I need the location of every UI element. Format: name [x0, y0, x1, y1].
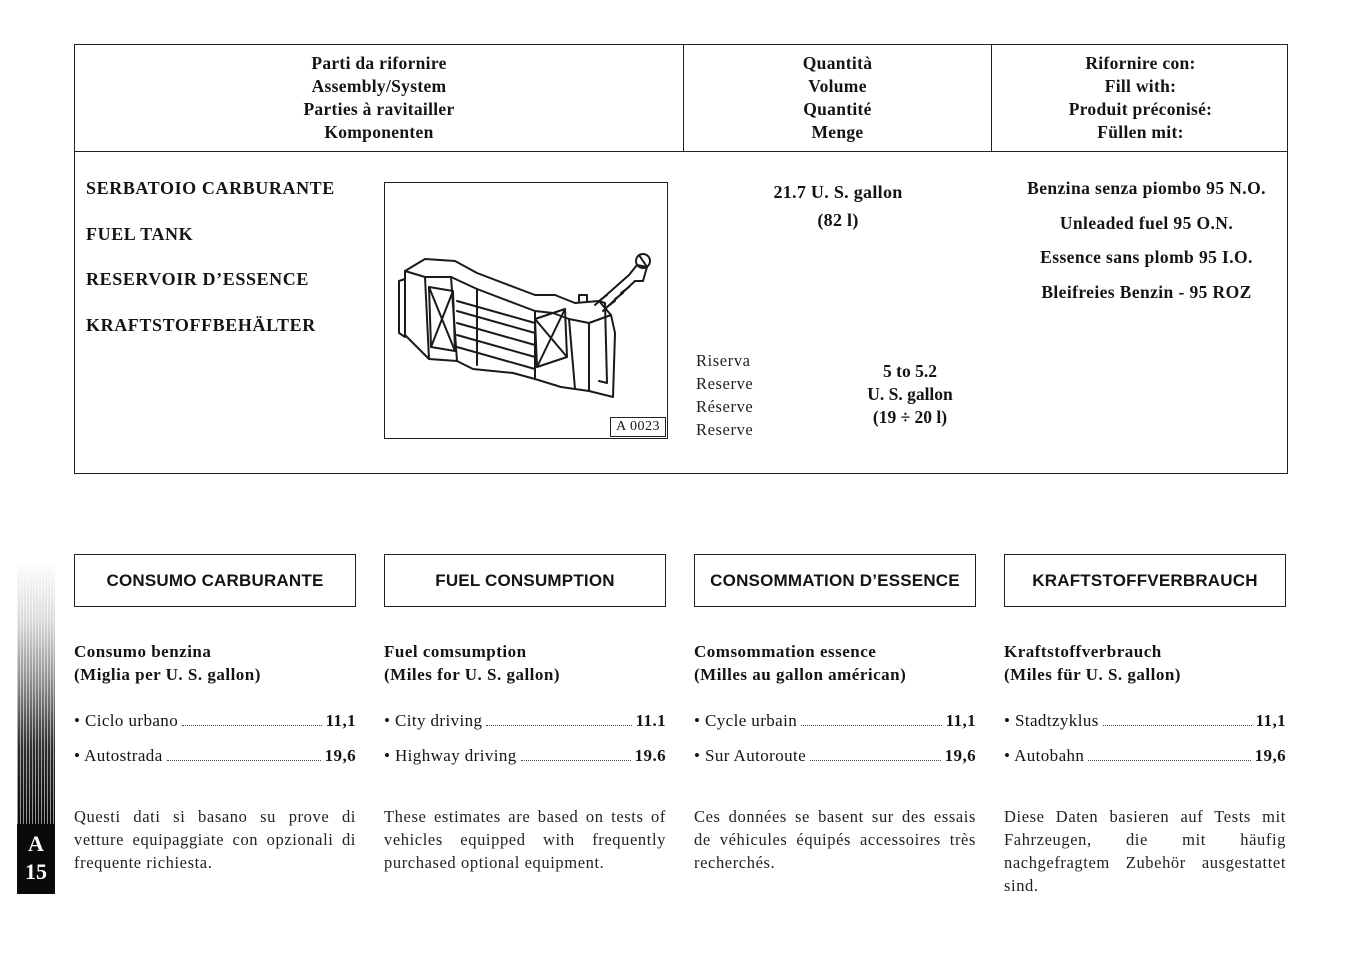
dot-leader	[521, 760, 631, 761]
dot-leader	[801, 725, 941, 726]
assembly-name-en: FUEL TANK	[86, 223, 194, 244]
consumption-title-box: KRAFTSTOFFVERBRAUCH	[1004, 554, 1286, 607]
consumption-subtitle-line: Consumo benzina	[74, 642, 212, 661]
consumption-item-urban	[694, 711, 976, 746]
consumption-note: Diese Daten basieren auf Tests mit Fahrzeugen, die mit häufig nachgefragtem Zubehör ausgestattet sind.	[1004, 807, 1286, 895]
fuel-type-de: Bleifreies Benzin - 95 ROZ	[1041, 281, 1252, 302]
page-section-letter: A	[28, 831, 44, 856]
header-parts-de: Komponenten	[324, 122, 434, 142]
header-fill-it: Rifornire con:	[1085, 53, 1196, 73]
item-value: 19,6	[324, 745, 356, 765]
fuel-tank-icon	[385, 183, 667, 438]
assembly-name-de: KRAFTSTOFFBEHÄLTER	[86, 314, 316, 335]
header-parts-it: Parti da rifornire	[311, 53, 447, 73]
header-quantity-de: Menge	[811, 122, 864, 142]
consumption-title-box: CONSOMMATION D’ESSENCE	[694, 554, 976, 607]
header-quantity-en: Volume	[808, 76, 867, 96]
header-parts-fr: Parties à ravitailler	[303, 99, 455, 119]
consumption-column-fr	[694, 554, 976, 874]
item-label: • Highway driving	[384, 745, 517, 765]
consumption-subtitle	[1004, 640, 1286, 686]
header-parts-en: Assembly/System	[311, 76, 447, 96]
consumption-note: Questi dati si basano su prove di vetture equipaggiate con opzionali di frequente richiesta.	[74, 807, 356, 872]
consumption-subtitle-unit: (Miglia per U. S. gallon)	[74, 665, 261, 684]
reserve-labels	[696, 349, 753, 441]
assembly-name-it: SERBATOIO CARBURANTE	[86, 178, 335, 198]
reserve-unit: U. S. gallon	[867, 384, 953, 404]
consumption-item-urban	[1004, 711, 1286, 746]
item-value: 19,6	[1254, 745, 1286, 765]
item-label: • Autostrada	[74, 745, 163, 765]
dot-leader	[167, 760, 321, 761]
header-fill-fr: Produit préconisé:	[1068, 99, 1213, 119]
consumption-items	[1004, 711, 1286, 780]
item-value: 11,1	[325, 711, 356, 730]
header-fill-with	[992, 45, 1289, 151]
dot-leader	[1088, 760, 1250, 761]
consumption-subtitle	[74, 640, 356, 686]
dot-leader	[1103, 725, 1252, 726]
consumption-column-en	[384, 554, 666, 874]
dot-leader	[486, 725, 631, 726]
consumption-subtitle-unit: (Miles for U. S. gallon)	[384, 665, 561, 684]
header-fill-en: Fill with:	[1104, 76, 1177, 96]
consumption-column-de	[1004, 554, 1286, 897]
item-value: 11,1	[945, 711, 976, 730]
consumption-subtitle-unit: (Milles au gallon américan)	[694, 665, 907, 684]
capacity-gallons: 21.7 U. S. gallon	[773, 182, 903, 202]
fuel-type-list	[992, 178, 1301, 316]
consumption-subtitle	[694, 640, 976, 686]
dot-leader	[810, 760, 941, 761]
page-number: 15	[25, 859, 47, 884]
consumption-subtitle	[384, 640, 666, 686]
item-value: 19.6	[634, 745, 666, 765]
header-parts	[75, 45, 684, 151]
assembly-name-fr: RESERVOIR D’ESSENCE	[86, 269, 309, 289]
item-value: 11.1	[635, 711, 666, 730]
consumption-note: These estimates are based on tests of vehicles equipped with frequently purchased optional equipment.	[384, 807, 666, 872]
consumption-item-highway	[74, 746, 356, 781]
consumption-subtitle-line: Fuel comsumption	[384, 642, 527, 661]
consumption-items	[74, 711, 356, 780]
consumption-item-urban	[74, 711, 356, 746]
consumption-items	[384, 711, 666, 780]
drawing-code: A 0023	[610, 417, 666, 437]
consumption-title-box: CONSUMO CARBURANTE	[74, 554, 356, 607]
consumption-column-it	[74, 554, 356, 874]
item-label: • Autobahn	[1004, 745, 1085, 765]
consumption-subtitle-line: Kraftstoffverbrauch	[1004, 642, 1162, 661]
fuel-type-fr: Essence sans plomb 95 I.O.	[1040, 247, 1253, 267]
item-value: 19,6	[944, 745, 976, 765]
header-quantity-fr: Quantité	[803, 99, 872, 119]
item-label: • Sur Autoroute	[694, 745, 807, 765]
item-label: • Stadtzyklus	[1004, 711, 1099, 730]
consumption-item-urban	[384, 711, 666, 746]
fuel-type-en: Unleaded fuel 95 O.N.	[1059, 212, 1234, 233]
reserve-litres: (19 ÷ 20 l)	[872, 407, 948, 427]
consumption-item-highway	[694, 746, 976, 781]
consumption-note: Ces données se basent sur des essais de véhicules équipés accessoires très recherchés.	[694, 807, 976, 872]
header-fill-de: Füllen mit:	[1097, 122, 1184, 142]
refuelling-table	[74, 44, 1288, 474]
tank-capacity	[684, 178, 992, 234]
table-header-row	[75, 45, 1287, 152]
consumption-subtitle-line: Comsommation essence	[694, 642, 877, 661]
consumption-subtitle-unit: (Miles für U. S. gallon)	[1004, 665, 1181, 684]
item-label: • Ciclo urbano	[74, 711, 179, 730]
consumption-title-box: FUEL CONSUMPTION	[384, 554, 666, 607]
fuel-tank-drawing	[384, 182, 668, 439]
consumption-items	[694, 711, 976, 780]
reserve-range: 5 to 5.2	[883, 361, 937, 381]
header-quantity-it: Quantità	[802, 53, 873, 73]
reserve-label-en: Reserve	[696, 374, 754, 393]
page-tab	[17, 566, 55, 894]
reserve-quantity	[835, 360, 985, 429]
dot-leader	[182, 725, 321, 726]
assembly-names	[86, 178, 335, 360]
capacity-litres: (82 l)	[817, 210, 859, 230]
item-label: • City driving	[384, 711, 483, 730]
header-quantity	[684, 45, 992, 151]
reserve-label-it: Riserva	[696, 351, 751, 370]
consumption-item-highway	[384, 746, 666, 781]
item-value: 11,1	[1255, 711, 1286, 730]
consumption-item-highway	[1004, 746, 1286, 781]
reserve-label-de: Reserve	[696, 420, 754, 439]
fuel-type-it: Benzina senza piombo 95 N.O.	[1027, 178, 1266, 198]
item-label: • Cycle urbain	[694, 711, 798, 730]
page-tab-gradient	[17, 566, 55, 824]
reserve-label-fr: Réserve	[696, 397, 754, 416]
